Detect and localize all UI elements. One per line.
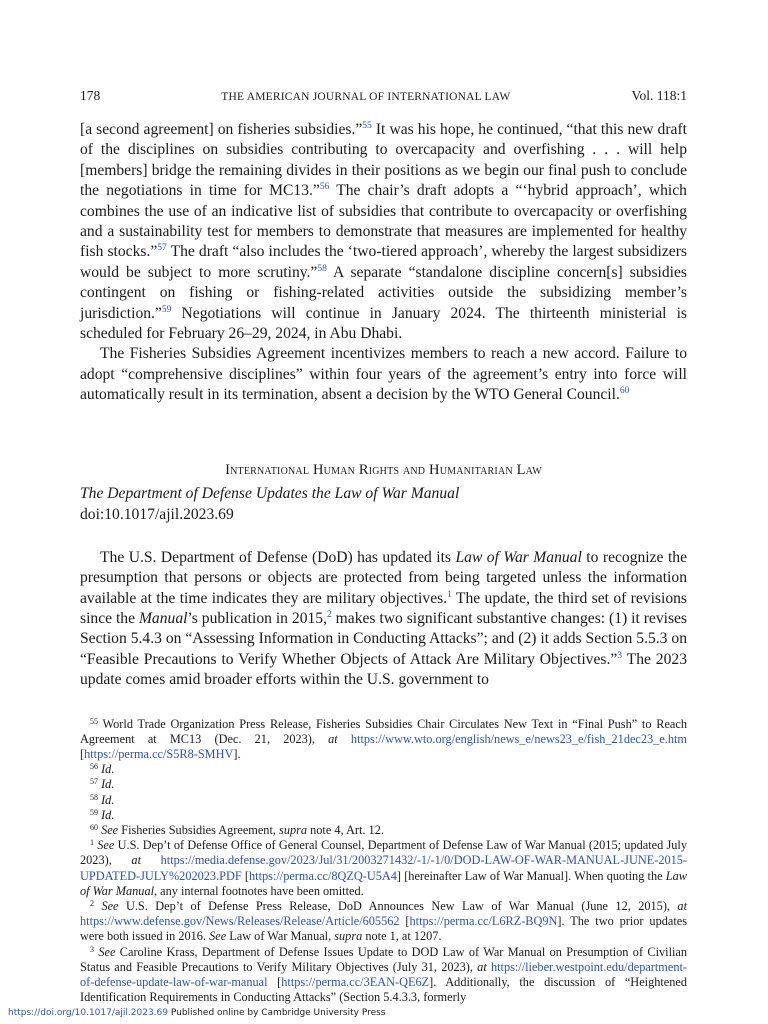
footnote-ref-56[interactable]: 56 bbox=[319, 182, 330, 193]
article-title: The Department of Defense Updates the Law of War Manual bbox=[80, 484, 460, 502]
italic: at bbox=[477, 959, 487, 974]
footnote-number: 2 bbox=[90, 898, 94, 908]
perma-link[interactable]: https://perma.cc/L6RZ-BQ9N bbox=[409, 914, 558, 929]
text: ]. The two prior updates were both issued in 2016. bbox=[80, 914, 687, 944]
italic: Id. bbox=[101, 792, 115, 807]
italic: at bbox=[328, 731, 338, 746]
paragraph-incentives bbox=[80, 344, 687, 405]
footnote-57 bbox=[80, 777, 687, 792]
text: ]. bbox=[233, 746, 241, 761]
footnote-number: 58 bbox=[90, 792, 98, 802]
text: U.S. Dep’t of Defense Press Release, DoD Announces New Law of War Manual (June 12, 2015), bbox=[118, 898, 678, 913]
italic: Id. bbox=[101, 807, 115, 822]
italic: at bbox=[131, 853, 141, 868]
text: [ bbox=[80, 746, 85, 761]
text: [a second agreement] on fisheries subsidies.” bbox=[80, 121, 363, 138]
article-doi: doi:10.1017/ajil.2023.69 bbox=[80, 505, 234, 523]
footnote-3 bbox=[80, 945, 687, 1006]
italic: See bbox=[98, 944, 116, 959]
text: World Trade Organization Press Release, Fisheries Subsidies Chair Circulates New Text in “Final Push” to Reach Agreement at MC13 (Dec. 21, 2023), bbox=[80, 716, 687, 746]
italic-title: Manual bbox=[138, 609, 188, 627]
wto-link[interactable]: https://www.wto.org/english/news_e/news23_e/fish_21dec23_e.htm bbox=[350, 731, 687, 746]
italic: supra bbox=[279, 822, 308, 837]
doi-link[interactable]: https://doi.org/10.1017/ajil.2023.69 bbox=[8, 1008, 168, 1018]
footnote-number: 56 bbox=[90, 762, 98, 772]
text: [ bbox=[241, 868, 250, 883]
publisher-footer bbox=[8, 1008, 386, 1018]
footnote-number: 3 bbox=[90, 944, 94, 954]
continued-article-text bbox=[80, 120, 687, 406]
footnote-2 bbox=[80, 899, 687, 945]
page-number: 178 bbox=[80, 88, 101, 103]
perma-link[interactable]: https://perma.cc/3EAN-QE6Z bbox=[281, 974, 430, 989]
italic: Law of War Manual bbox=[80, 868, 687, 898]
text: ]. Additionally, the discussion of “Heightened Identification Requirements in Conducting Attacks” (Section 5.4.3.3, formerly bbox=[80, 974, 687, 1005]
footnote-number: 55 bbox=[90, 716, 98, 726]
italic: Id. bbox=[101, 762, 115, 777]
footnote-ref-58[interactable]: 58 bbox=[317, 263, 327, 274]
italic: Id. bbox=[101, 777, 115, 792]
footnotes bbox=[80, 717, 687, 1006]
lieber-link[interactable]: https://lieber.westpoint.edu/department-of-defense-update-law-of-war-manual bbox=[80, 959, 687, 989]
text: A separate “standalone discipline concern[s] subsidies contingent on fishing or fishing-related activities outside the subsidizing member’s jurisdiction.” bbox=[80, 263, 687, 322]
footnote-ref-3[interactable]: 3 bbox=[617, 650, 623, 661]
footnote-60 bbox=[80, 823, 687, 838]
text: U.S. Dep’t of Defense Office of General Counsel, Department of Defense Law of War Manual (2015; updated July 2023), bbox=[80, 838, 687, 868]
text: ’s publication in 2015, bbox=[187, 609, 327, 627]
italic: See bbox=[97, 838, 115, 853]
text: [ bbox=[267, 974, 282, 989]
footnote-ref-59[interactable]: 59 bbox=[161, 304, 172, 315]
running-head bbox=[80, 88, 687, 110]
defense-release-link[interactable]: https://www.defense.gov/News/Releases/Release/Article/605562 bbox=[80, 914, 400, 929]
footnote-number: 1 bbox=[90, 838, 94, 848]
text: note 1, at 1207. bbox=[362, 929, 442, 944]
perma-link[interactable]: https://perma.cc/8QZQ-U5A4 bbox=[249, 868, 397, 883]
italic: supra bbox=[334, 929, 363, 944]
journal-title: THE AMERICAN JOURNAL OF INTERNATIONAL LAW bbox=[221, 91, 511, 103]
footnote-55 bbox=[80, 717, 687, 763]
text: The update, the third set of revisions since the bbox=[80, 589, 687, 627]
footnote-58 bbox=[80, 793, 687, 808]
page bbox=[80, 88, 687, 1005]
article-body bbox=[80, 548, 687, 691]
text: It was his hope, he continued, “that this new draft of the disciplines on subsidies contributing to overcapacity and overfishing . . . will help [members] bridge the remaining divides in their positions as we begin our final push to conclude the negotiations in time for MC13.” bbox=[80, 121, 687, 200]
text: Negotiations will continue in January 2024. The thirteenth ministerial is scheduled for February 26–29, 2024, in Abu Dhabi. bbox=[80, 304, 687, 343]
text: , any internal footnotes have been omitted. bbox=[154, 883, 364, 898]
footnote-number: 57 bbox=[90, 777, 98, 787]
text: The draft “also includes the ‘two-tiered approach’, whereby the largest subsidizers would be subject to more scrutiny.” bbox=[80, 243, 687, 281]
paragraph-fisheries-draft bbox=[80, 120, 687, 344]
italic: at bbox=[677, 898, 687, 913]
footnote-ref-57[interactable]: 57 bbox=[157, 243, 167, 254]
text: makes two significant substantive changes: (1) it revises Section 5.4.3 on “Assessing Information in Conducting Attacks”; and (2) it adds Section 5.5.3 on “Feasible Precautions to Verify Whether Objects of Attack Are Military Objectives.” bbox=[80, 609, 688, 668]
text: The U.S. Department of Defense (DoD) has updated its bbox=[100, 548, 456, 566]
text: Fisheries Subsidies Agreement, bbox=[118, 822, 280, 837]
text: Law of War Manual, bbox=[226, 929, 335, 944]
text: [ bbox=[399, 914, 410, 929]
published-online-text: Published online by Cambridge University Press bbox=[167, 1008, 386, 1018]
italic: See bbox=[101, 822, 119, 837]
text: The 2023 update comes amid broader efforts within the U.S. government to bbox=[80, 650, 687, 689]
footnote-ref-2[interactable]: 2 bbox=[326, 609, 332, 620]
section-heading: International Human Rights and Humanitarian Law bbox=[225, 461, 542, 478]
paragraph-dod-update bbox=[80, 548, 687, 691]
footnote-56 bbox=[80, 762, 687, 777]
italic: See bbox=[101, 898, 119, 913]
italic: See bbox=[209, 929, 227, 944]
footnote-ref-60[interactable]: 60 bbox=[619, 386, 630, 397]
perma-link[interactable]: https://perma.cc/S5R8-SMHV bbox=[84, 746, 234, 761]
footnote-1 bbox=[80, 838, 687, 899]
footnote-ref-1[interactable]: 1 bbox=[447, 589, 452, 600]
text: ] [hereinafter Law of War Manual]. When quoting the bbox=[396, 868, 666, 883]
footnote-59 bbox=[80, 808, 687, 823]
text: to recognize the presumption that persons or objects are protected from being targeted unless the information available at the time indicates they are military objectives. bbox=[80, 548, 687, 607]
italic-title: Law of War Manual bbox=[455, 548, 582, 566]
footnote-ref-55[interactable]: 55 bbox=[362, 121, 372, 131]
footnote-number: 60 bbox=[90, 822, 98, 832]
text: note 4, Art. 12. bbox=[307, 822, 384, 837]
text: The Fisheries Subsidies Agreement incentivizes members to reach a new accord. Failure to adopt “comprehensive disciplines” within four years of the agreement’s entry into force will automatically result in its termination, absent a decision by the WTO General Council. bbox=[80, 345, 687, 404]
volume-number: Vol. 118:1 bbox=[631, 88, 687, 103]
footnote-number: 59 bbox=[90, 807, 98, 817]
defense-manual-link[interactable]: https://media.defense.gov/2023/Jul/31/2003271432/-1/-1/0/DOD-LAW-OF-WAR-MANUAL-JUNE-2015-UPDATED-JULY%202023.PDF bbox=[80, 853, 688, 883]
text: Caroline Krass, Department of Defense Issues Update to DOD Law of War Manual on Presumption of Civilian Status and Feasible Precautions to Verify Military Objectives (July 31, 2023), bbox=[80, 944, 688, 974]
text: The chair’s draft adopts a “‘hybrid approach’, which combines the use of an indicative list of subsidies that contribute to overcapacity or overfishing and a sustainability test for members to demonstrate that measures are implemented for healthy fish stocks.” bbox=[80, 182, 687, 261]
